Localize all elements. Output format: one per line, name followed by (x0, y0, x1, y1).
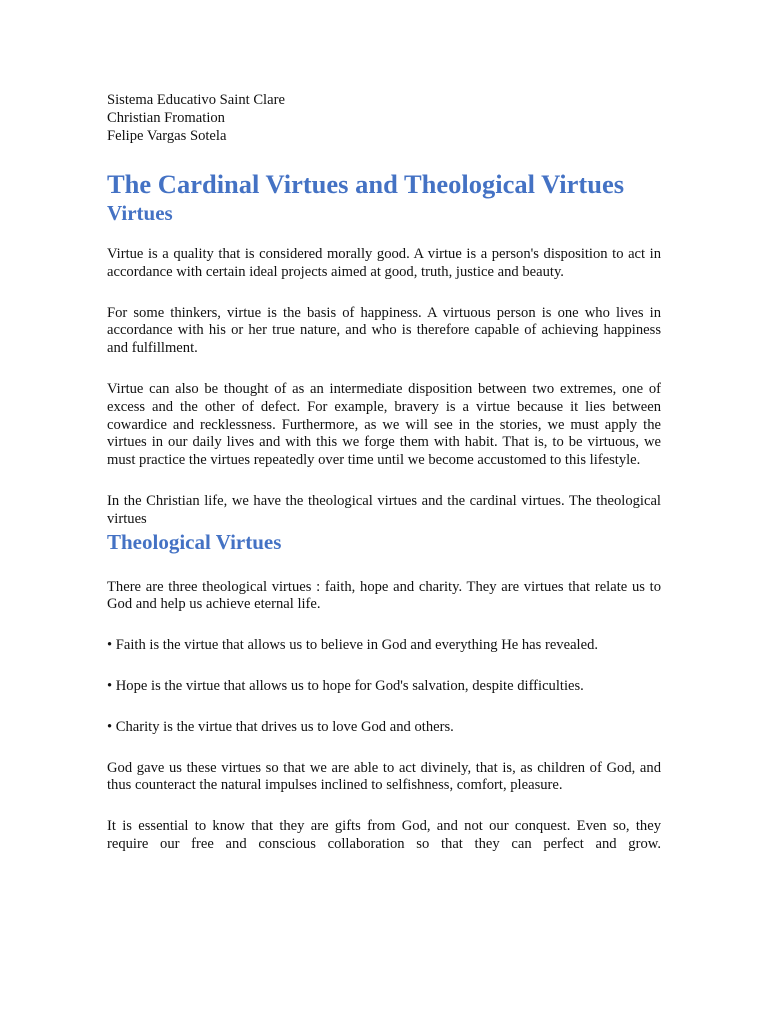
document-page (107, 91, 661, 854)
paragraph: Virtue can also be thought of as an intermediate disposition between two extremes, one of excess and the other of defect. For example, bravery is a virtue because it lies between cowardice and recklessness. Furthermore, as we will see in the stories, we must apply the virtues in our daily lives and with this we forge them with habit. That is, to be virtuous, we must practice the virtues repeatedly over time until we become accustomed to this lifestyle. (107, 380, 661, 469)
bullet-item: • Charity is the virtue that drives us to love God and others. (107, 718, 454, 735)
bullet-item: • Faith is the virtue that allows us to believe in God and everything He has revealed. (107, 637, 599, 654)
section-heading-virtues: Virtues (107, 201, 173, 225)
school-name: Sistema Educativo Saint Clare (107, 92, 285, 108)
section-heading-theological-virtues: Theological Virtues (107, 529, 282, 554)
paragraph: There are three theological virtues : faith, hope and charity. They are virtues that relate us to God and help us achieve eternal life. (107, 578, 661, 613)
author-name: Felipe Vargas Sotela (107, 128, 227, 144)
bullet-item: • Hope is the virtue that allows us to hope for God's salvation, despite difficulties. (107, 677, 584, 694)
paragraph: Virtue is a quality that is considered morally good. A virtue is a person's disposition to act in accordance with certain ideal projects aimed at good, truth, justice and beauty. (107, 246, 661, 280)
paragraph: In the Christian life, we have the theological virtues and the cardinal virtues. The theological virtues (107, 492, 661, 527)
course-name: Christian Fromation (107, 110, 225, 126)
paragraph: It is essential to know that they are gifts from God, and not our conquest. Even so, they require our free and conscious collaboration so that they can perfect and grow. (107, 818, 661, 852)
paragraph: God gave us these virtues so that we are able to act divinely, that is, as children of God, and thus counteract the natural impulses inclined to selfishness, comfort, pleasure. (107, 759, 661, 794)
document-title: The Cardinal Virtues and Theological Virtues (107, 169, 625, 199)
paragraph: For some thinkers, virtue is the basis of happiness. A virtuous person is one who lives in accordance with his or her true nature, and who is therefore capable of achieving happiness and fulfillment. (107, 304, 661, 357)
document-header (107, 91, 661, 145)
